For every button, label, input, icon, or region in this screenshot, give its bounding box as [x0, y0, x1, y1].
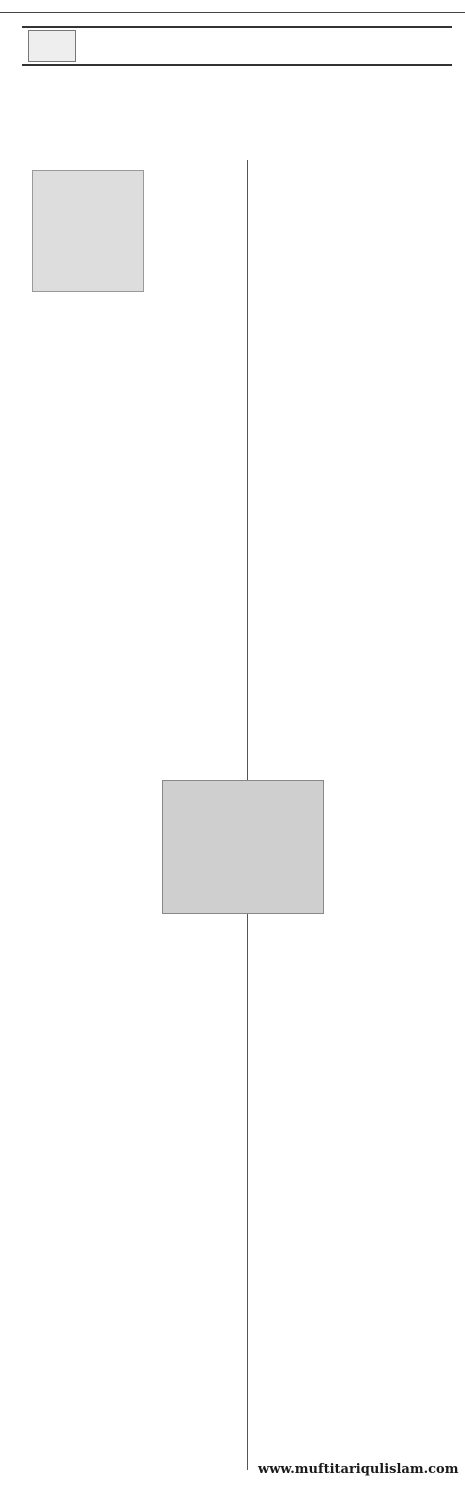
mosque-photo	[162, 780, 324, 914]
section-header	[22, 26, 452, 66]
top-strip	[0, 0, 465, 13]
website-link[interactable]: www.muftitariqulislam.com	[258, 1462, 459, 1477]
section-logo	[28, 30, 76, 62]
